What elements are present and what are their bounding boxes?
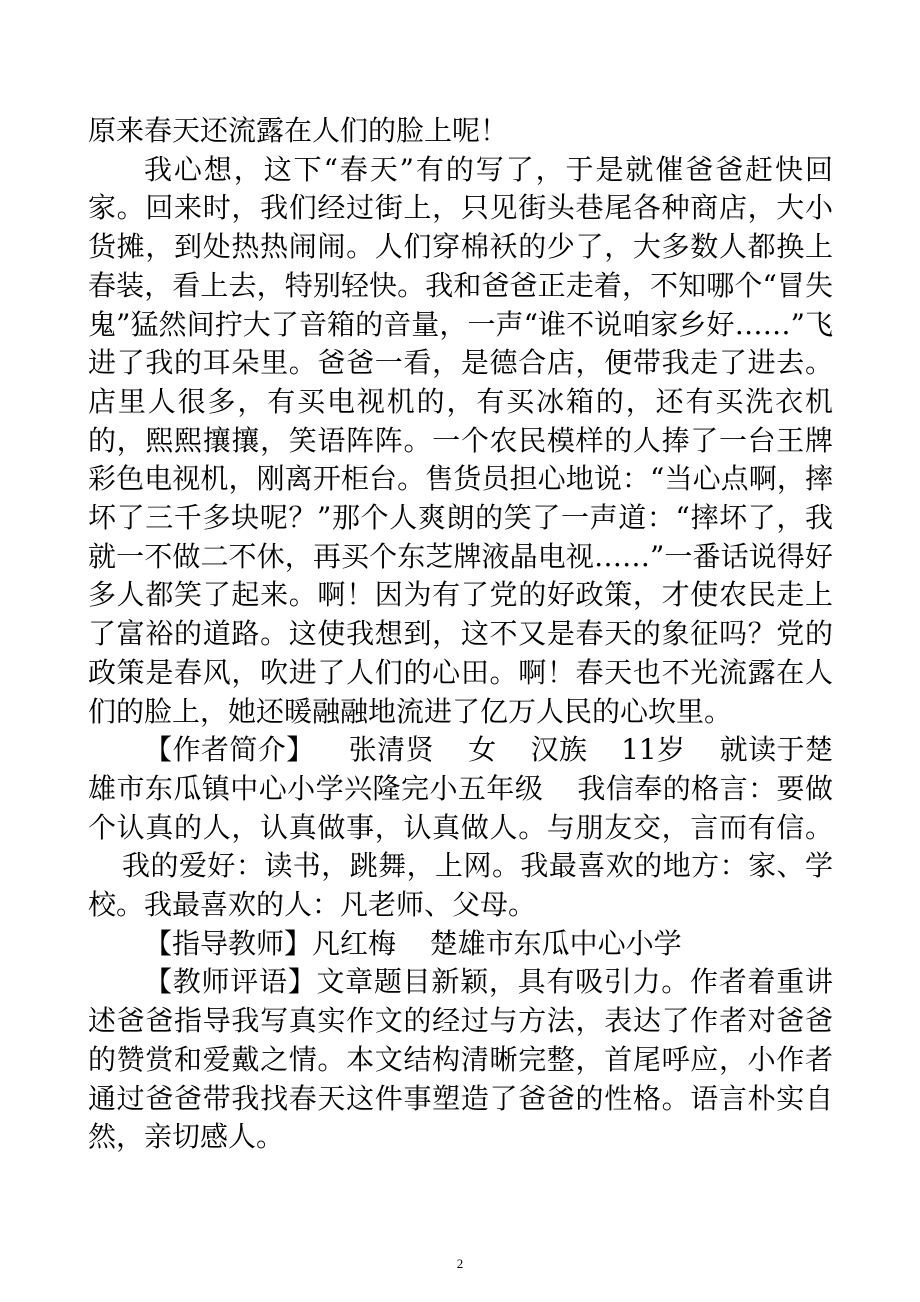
author-motto: 我信奉的格言：要做个认真的人，认真做事，认真做人。与朋友交，言而有信。 bbox=[88, 771, 833, 844]
teacher-info bbox=[88, 925, 833, 964]
comment-label: 【教师评语】 bbox=[144, 965, 317, 999]
author-hobby: 我的爱好：读书，跳舞，上网。我最喜欢的地方：家、学校。我最喜欢的人：凡老师、父母。 bbox=[88, 849, 833, 922]
author-intro bbox=[88, 731, 833, 925]
author-age: 11岁 bbox=[621, 733, 686, 767]
paragraph-2: 我心想，这下“春天”有的写了，于是就催爸爸赶快回家。回来时，我们经过街上，只见街头巷尾各种商店，大小货摊，到处热热闹闹。人们穿棉袄的少了，大多数人都换上春装，看上去，特别轻快。我和爸爸正走着，不知哪个“冒失鬼”猛然间拧大了音箱的音量，一声“谁不说咱家乡好……”飞进了我的耳朵里。爸爸一看，是德合店，便带我走了进去。店里人很多，有买电视机的，有买冰箱的，还有买洗衣机的，熙熙攘攘，笑语阵阵。一个农民模样的人捧了一台王牌彩色电视机，刚离开柜台。售货员担心地说：“当心点啊，摔坏了三千多块呢？”那个人爽朗的笑了一声道：“摔坏了，我就一不做二不休，再买个东芝牌液晶电视……”一番话说得好多人都笑了起来。啊！因为有了党的好政策，才使农民走上了富裕的道路。这使我想到，这不又是春天的象征吗？党的政策是春风，吹进了人们的心田。啊！春天也不光流露在人们的脸上，她还暖融融地流进了亿万人民的心坎里。 bbox=[88, 152, 833, 728]
author-label: 【作者简介】 bbox=[144, 733, 315, 767]
paragraph-1: 原来春天还流露在人们的脸上呢！ bbox=[88, 114, 509, 147]
author-ethnicity: 汉族 bbox=[530, 733, 588, 767]
author-school: 就读于楚雄市东瓜镇中心小学兴隆完小五年级 bbox=[88, 733, 833, 805]
author-gender: 女 bbox=[467, 733, 497, 767]
comment-text: 文章题目新颖，具有吸引力。作者着重讲述爸爸指导我写真实作文的经过与方法，表达了作者对爸爸的赞赏和爱戴之情。本文结构清晰完整，首尾呼应，小作者通过爸爸带我找春天这件事塑造了爸爸的性格。语言朴实自然，亲切感人。 bbox=[88, 965, 833, 1154]
page-number: 2 bbox=[456, 1256, 464, 1271]
teacher-school: 楚雄市东瓜中心小学 bbox=[429, 926, 682, 960]
teacher-label: 【指导教师】 bbox=[144, 926, 313, 960]
teacher-name: 凡红梅 bbox=[312, 926, 397, 960]
teacher-comment bbox=[88, 963, 833, 1157]
author-name: 张清贤 bbox=[348, 733, 435, 767]
document-body bbox=[88, 112, 833, 1157]
